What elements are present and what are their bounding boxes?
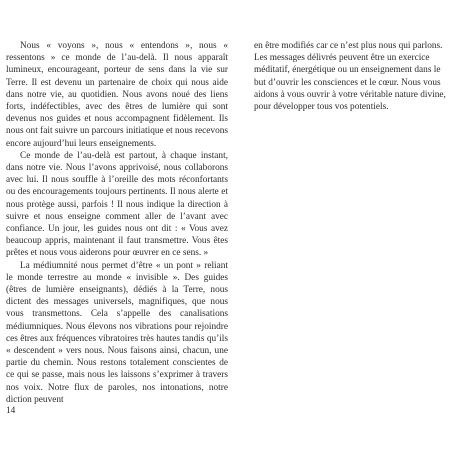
paragraph-3: La médiumnité nous permet d’être « un pont » reliant le monde terrestre au monde « invisible ». Des guides (êtres de lumière enseignants), dédiés à la Terre, nous dictent des messages universels, magnifiques, que nous vous transmettons. Cela s’appelle des canalisations médiumniques. Nous élevons nos vibrations pour rejoindre ces êtres aux fréquences vibratoires très hautes tandis qu’ils « descendent » vers nous. Nous faisons ainsi, chacun, une partie du chemin. Nous restons totalement conscientes de ce qui se passe, mais nous les laissons s’exprimer à travers nos voix. Notre flux de paroles, nos intonations, notre diction peuvent — [6, 260, 229, 405]
left-text-column — [6, 40, 228, 406]
right-text-column — [254, 40, 452, 113]
paragraph-2: Ce monde de l’au-delà est partout, à chaque instant, dans notre vie. Nous l’avons apprivoisé, nous collaborons avec lui. Il nous souffle à l’oreille des mots réconfortants ou des encouragements toujours pertinents. Il nous alerte et nous protège aussi, parfois ! Il nous indique la direction à suivre et nous enseigne comment aller de l’avant avec confiance. Un jour, les guides nous ont dit : « Vous avez beaucoup appris, maintenant il faut transmettre. Vous êtes prêtes et nous vous aiderons pour œuvrer en ce sens. » — [6, 150, 228, 259]
page-number: 14 — [6, 406, 16, 416]
paragraph-continued: en être modifiés car ce n’est plus nous qui parlons. Les messages délivrés peuvent être un exercice méditatif, énergétique ou un enseignement dans le but d’ouvrir les consciences et le cœur. Nous vous aidons à vous ouvrir à votre véritable nature divine, pour développer tous vos potentiels. — [254, 41, 446, 113]
paragraph-1: Nous « voyons », nous « entendons », nous « ressentons » ce monde de l’au-delà. Il nous apparaît lumineux, encourageant, porteur de sens dans la vie sur Terre. Il est devenu un partenaire de choix qui nous aide dans notre vie, au quotidien. Nous avons noué des liens forts, indéfectibles, avec des êtres de lumière qui sont devenus nos guides et nous accompagnent fidèlement. Ils nous ont fait suivre un parcours initiatique et nous recevons encore aujourd’hui leurs enseignements. — [6, 41, 228, 149]
